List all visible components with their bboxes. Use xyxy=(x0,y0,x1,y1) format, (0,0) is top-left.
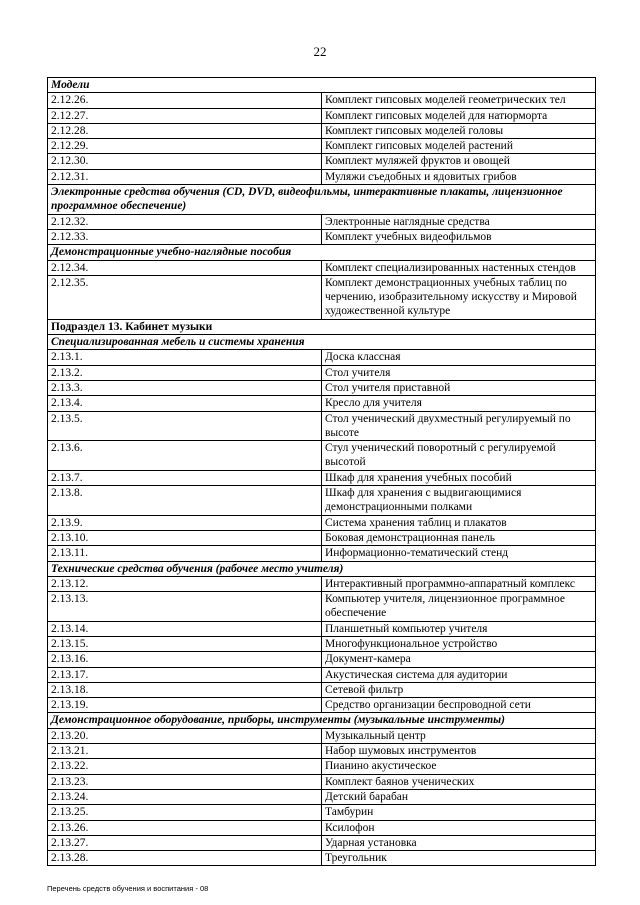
item-number: 2.13.1. xyxy=(48,350,322,365)
item-name: Боковая демонстрационная панель xyxy=(322,530,596,545)
item-name: Стол учителя xyxy=(322,365,596,380)
item-number: 2.12.34. xyxy=(48,260,322,275)
item-name: Треугольник xyxy=(322,851,596,866)
item-name: Комплект специализированных настенных стендов xyxy=(322,260,596,275)
item-number: 2.13.12. xyxy=(48,576,322,591)
section-heading: Технические средства обучения (рабочее место учителя) xyxy=(48,561,596,576)
table-row xyxy=(48,154,596,169)
item-name: Стол ученический двухместный регулируемый по высоте xyxy=(322,411,596,441)
item-number: 2.13.26. xyxy=(48,820,322,835)
item-name: Акустическая система для аудитории xyxy=(322,667,596,682)
section-heading-row xyxy=(48,245,596,260)
item-number: 2.13.3. xyxy=(48,380,322,395)
item-number: 2.12.26. xyxy=(48,93,322,108)
item-name: Комплект гипсовых моделей головы xyxy=(322,123,596,138)
item-number: 2.12.27. xyxy=(48,108,322,123)
table-row xyxy=(48,515,596,530)
table-row xyxy=(48,621,596,636)
item-number: 2.13.14. xyxy=(48,621,322,636)
table-row xyxy=(48,169,596,184)
table-row xyxy=(48,350,596,365)
table-row xyxy=(48,682,596,697)
item-name: Система хранения таблиц и плакатов xyxy=(322,515,596,530)
table-row xyxy=(48,260,596,275)
item-number: 2.13.27. xyxy=(48,835,322,850)
section-heading: Демонстрационное оборудование, приборы, инструменты (музыкальные инструменты) xyxy=(48,713,596,728)
table-row xyxy=(48,396,596,411)
table-row xyxy=(48,636,596,651)
item-name: Шкаф для хранения с выдвигающимися демонстрационными полками xyxy=(322,486,596,516)
item-name: Комплект гипсовых моделей геометрических тел xyxy=(322,93,596,108)
section-heading-row xyxy=(48,185,596,215)
subsection-heading: Подраздел 13. Кабинет музыки xyxy=(48,319,596,334)
item-name: Шкаф для хранения учебных пособий xyxy=(322,470,596,485)
table-row xyxy=(48,93,596,108)
table-row xyxy=(48,123,596,138)
table-row xyxy=(48,275,596,319)
table-row xyxy=(48,851,596,866)
section-heading: Модели xyxy=(48,78,596,93)
table-row xyxy=(48,470,596,485)
table-row xyxy=(48,789,596,804)
section-heading-row xyxy=(48,335,596,350)
item-name: Комплект гипсовых моделей растений xyxy=(322,139,596,154)
item-number: 2.13.19. xyxy=(48,698,322,713)
item-name: Комплект демонстрационных учебных таблиц по черчению, изобразительному искусству и Мировой художественной культуре xyxy=(322,275,596,319)
item-number: 2.13.10. xyxy=(48,530,322,545)
table-row xyxy=(48,592,596,622)
item-number: 2.13.24. xyxy=(48,789,322,804)
item-number: 2.13.6. xyxy=(48,441,322,471)
item-number: 2.13.22. xyxy=(48,759,322,774)
item-number: 2.13.2. xyxy=(48,365,322,380)
item-number: 2.12.32. xyxy=(48,214,322,229)
page-number: 22 xyxy=(313,44,327,59)
item-name: Электронные наглядные средства xyxy=(322,214,596,229)
item-name: Ксилофон xyxy=(322,820,596,835)
table-row xyxy=(48,805,596,820)
section-heading-row xyxy=(48,561,596,576)
item-number: 2.12.31. xyxy=(48,169,322,184)
item-name: Кресло для учителя xyxy=(322,396,596,411)
table-row xyxy=(48,744,596,759)
item-name: Набор шумовых инструментов xyxy=(322,744,596,759)
table-row xyxy=(48,411,596,441)
subsection-heading-row xyxy=(48,319,596,334)
item-name: Музыкальный центр xyxy=(322,728,596,743)
item-number: 2.13.13. xyxy=(48,592,322,622)
item-number: 2.13.21. xyxy=(48,744,322,759)
item-name: Муляжи съедобных и ядовитых грибов xyxy=(322,169,596,184)
item-name: Комплект учебных видеофильмов xyxy=(322,229,596,244)
item-number: 2.13.28. xyxy=(48,851,322,866)
section-heading-row xyxy=(48,78,596,93)
table-row xyxy=(48,774,596,789)
table-row xyxy=(48,820,596,835)
item-number: 2.13.8. xyxy=(48,486,322,516)
item-name: Средство организации беспроводной сети xyxy=(322,698,596,713)
table-row xyxy=(48,530,596,545)
item-number: 2.12.30. xyxy=(48,154,322,169)
section-heading: Специализированная мебель и системы хранения xyxy=(48,335,596,350)
item-name: Стул ученический поворотный с регулируемой высотой xyxy=(322,441,596,471)
item-number: 2.13.15. xyxy=(48,636,322,651)
item-number: 2.12.33. xyxy=(48,229,322,244)
item-number: 2.13.4. xyxy=(48,396,322,411)
table-row xyxy=(48,652,596,667)
item-name: Ударная установка xyxy=(322,835,596,850)
table-body xyxy=(48,78,596,866)
equipment-table xyxy=(47,77,596,866)
table-row xyxy=(48,380,596,395)
table-row xyxy=(48,486,596,516)
table-row xyxy=(48,108,596,123)
item-number: 2.13.7. xyxy=(48,470,322,485)
item-number: 2.13.16. xyxy=(48,652,322,667)
item-name: Пианино акустическое xyxy=(322,759,596,774)
item-name: Стол учителя приставной xyxy=(322,380,596,395)
table-row xyxy=(48,576,596,591)
item-name: Комплект гипсовых моделей для натюрморта xyxy=(322,108,596,123)
table-row xyxy=(48,698,596,713)
item-name: Документ-камера xyxy=(322,652,596,667)
item-name: Сетевой фильтр xyxy=(322,682,596,697)
item-name: Тамбурин xyxy=(322,805,596,820)
table-row xyxy=(48,214,596,229)
page-footer: Перечень средств обучения и воспитания - 08 xyxy=(47,884,209,893)
item-name: Интерактивный программно-аппаратный комплекс xyxy=(322,576,596,591)
item-name: Детский барабан xyxy=(322,789,596,804)
item-number: 2.13.18. xyxy=(48,682,322,697)
section-heading: Электронные средства обучения (CD, DVD, видеофильмы, интерактивные плакаты, лицензионное программное обеспечение) xyxy=(48,185,596,215)
item-number: 2.12.35. xyxy=(48,275,322,319)
table-row xyxy=(48,365,596,380)
item-number: 2.12.28. xyxy=(48,123,322,138)
section-heading: Демонстрационные учебно-наглядные пособия xyxy=(48,245,596,260)
table-row xyxy=(48,229,596,244)
item-number: 2.13.25. xyxy=(48,805,322,820)
item-name: Информационно-тематический стенд xyxy=(322,546,596,561)
table-row xyxy=(48,759,596,774)
item-number: 2.13.20. xyxy=(48,728,322,743)
item-name: Компьютер учителя, лицензионное программное обеспечение xyxy=(322,592,596,622)
item-name: Комплект муляжей фруктов и овощей xyxy=(322,154,596,169)
table-row xyxy=(48,441,596,471)
item-name: Доска классная xyxy=(322,350,596,365)
item-number: 2.13.9. xyxy=(48,515,322,530)
table-row xyxy=(48,835,596,850)
table-row xyxy=(48,546,596,561)
table-row xyxy=(48,728,596,743)
item-name: Комплект баянов ученических xyxy=(322,774,596,789)
item-name: Многофункциональное устройство xyxy=(322,636,596,651)
item-number: 2.12.29. xyxy=(48,139,322,154)
section-heading-row xyxy=(48,713,596,728)
table-row xyxy=(48,139,596,154)
item-name: Планшетный компьютер учителя xyxy=(322,621,596,636)
item-number: 2.13.23. xyxy=(48,774,322,789)
item-number: 2.13.11. xyxy=(48,546,322,561)
item-number: 2.13.5. xyxy=(48,411,322,441)
item-number: 2.13.17. xyxy=(48,667,322,682)
table-row xyxy=(48,667,596,682)
